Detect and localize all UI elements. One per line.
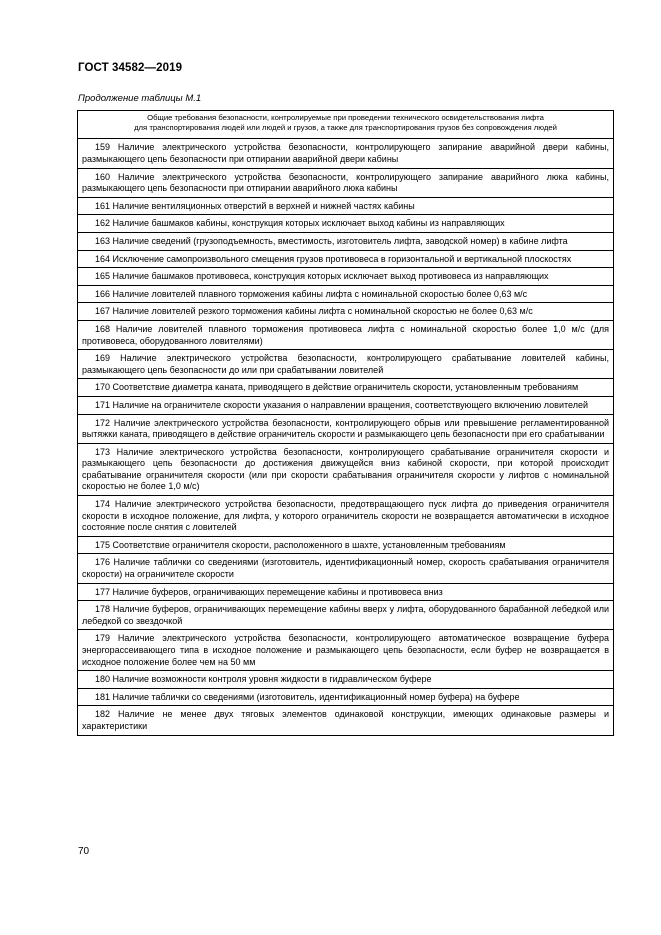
table-row (78, 496, 614, 537)
requirement-text: 174 Наличие электрического устройства безопасности, предотвращающего пуск лифта до приведения ограничителя скорости в исходное положение, для лифта, у которого ограничитель скорости не возвращается автоматически в исходное состояние после снятия с ловителей (82, 499, 609, 533)
requirement-text: 165 Наличие башмаков противовеса, конструкция которых исключает выход противовеса из направляющих (95, 271, 549, 282)
table-cell (78, 443, 614, 495)
table-row (78, 414, 614, 443)
table-header-line-2: для транспортирования людей или людей и грузов, а также для транспортирования грузов без сопровождения людей (134, 123, 557, 133)
table-row (78, 139, 614, 168)
table-row (78, 215, 614, 233)
page-number: 70 (78, 846, 90, 857)
table-row (78, 583, 614, 601)
table-cell (78, 232, 614, 250)
table-row (78, 630, 614, 671)
table-cell (78, 379, 614, 397)
table-cell (78, 215, 614, 233)
table-cell (78, 139, 614, 168)
requirement-text: 182 Наличие не менее двух тяговых элементов одинаковой конструкции, имеющих одинаковые размеры и характеристики (82, 709, 609, 731)
table-cell (78, 630, 614, 671)
table-header-row (78, 111, 614, 139)
requirement-text: 168 Наличие ловителей плавного торможения противовеса лифта с номинальной скоростью более 1,0 м/с (для противовеса, оборудованного ловителями) (82, 323, 609, 346)
table-row (78, 443, 614, 495)
requirement-text: 179 Наличие электрического устройства безопасности, контролирующего автоматическое возвращение буфера энергорассеивающего типа в исходное положение и размыкающего цепь безопасности, если буфер не возвращается в исходное положение более чем на 50 мм (82, 633, 609, 667)
requirement-text: 172 Наличие электрического устройства безопасности, контролирующего обрыв или превышение регламентированной вытяжки каната, приводящего в действие ограничитель скорости и размыкающего цепь безопасности при его срабатывании (82, 417, 609, 440)
requirements-table (77, 110, 614, 736)
table-row (78, 250, 614, 268)
table-cell (78, 496, 614, 537)
table-cell (78, 268, 614, 286)
requirement-text: 170 Соответствие диаметра каната, приводящего в действие ограничитель скорости, установленным требованиям (95, 382, 579, 393)
table-row (78, 197, 614, 215)
table-row (78, 168, 614, 197)
table-row (78, 671, 614, 689)
requirement-text: 162 Наличие башмаков кабины, конструкция которых исключает выход кабины из направляющих (95, 218, 505, 229)
table-caption: Продолжение таблицы М.1 (78, 93, 202, 104)
table-row (78, 350, 614, 379)
requirement-text: 178 Наличие буферов, ограничивающих перемещение кабины вверх у лифта, оборудованного барабанной лебедкой или лебедкой со звездочкой (82, 604, 609, 626)
document-standard-title: ГОСТ 34582—2019 (78, 62, 183, 74)
requirement-text: 167 Наличие ловителей резкого торможения кабины лифта с номинальной скоростью не более 0,63 м/с (95, 306, 533, 317)
table-row (78, 554, 614, 583)
table-row (78, 303, 614, 321)
requirement-text: 163 Наличие сведений (грузоподъемность, вместимость, изготовитель лифта, заводской номер) в кабине лифта (95, 235, 568, 246)
table-cell (78, 583, 614, 601)
table-cell (78, 197, 614, 215)
table-cell (78, 554, 614, 583)
requirement-text: 177 Наличие буферов, ограничивающих перемещение кабины и противовеса вниз (95, 586, 443, 597)
table-cell (78, 168, 614, 197)
table-cell (78, 601, 614, 630)
table-cell (78, 536, 614, 554)
table-cell (78, 285, 614, 303)
requirement-text: 175 Соответствие ограничителя скорости, расположенного в шахте, установленным требованиям (95, 539, 506, 550)
requirement-text: 180 Наличие возможности контроля уровня жидкости в гидравлическом буфере (95, 674, 432, 685)
table-row (78, 379, 614, 397)
table-header-line-1: Общие требования безопасности, контролируемые при проведении технического освидетельствования лифта (147, 113, 544, 122)
table-row (78, 706, 614, 735)
table-row (78, 232, 614, 250)
requirement-text: 160 Наличие электрического устройства безопасности, контролирующего запирание аварийного люка кабины, размыкающего цепь безопасности при отпирании аварийного люка кабины (82, 171, 609, 194)
table-cell (78, 320, 614, 349)
table-row (78, 396, 614, 414)
table-cell (78, 396, 614, 414)
requirement-text: 173 Наличие электрического устройства безопасности, контролирующего срабатывание ограничителя скорости и размыкающего цепь безопасности до достижения движущейся вниз кабиной скорости, при которой происходит срабатывание ограничителя скорости (или при скорости срабатывания ограничителя скорости у лифтов с номинальной скоростью не более 1,0 м/с) (82, 446, 609, 492)
requirement-text: 171 Наличие на ограничителе скорости указания о направлении вращения, соответствующего включению ловителей (95, 399, 588, 410)
table-cell (78, 350, 614, 379)
table-cell (78, 671, 614, 689)
requirement-text: 176 Наличие таблички со сведениями (изготовитель, идентификационный номер, скорость срабатывания ограничителя скорости) на ограничителе скорости (82, 557, 609, 580)
requirement-text: 159 Наличие электрического устройства безопасности, контролирующего запирание аварийной двери кабины, размыкающего цепь безопасности при отпирании аварийной двери кабины (82, 142, 609, 164)
requirement-text: 181 Наличие таблички со сведениями (изготовитель, идентификационный номер буфера) на буфере (95, 691, 520, 702)
table-row (78, 285, 614, 303)
requirement-text: 166 Наличие ловителей плавного торможения кабины лифта с номинальной скоростью более 0,63 м/с (95, 288, 528, 299)
table-row (78, 688, 614, 706)
table-cell (78, 688, 614, 706)
requirement-text: 164 Исключение самопроизвольного смещения грузов противовеса в горизонтальной и вертикальной плоскостях (95, 253, 572, 264)
requirement-text: 161 Наличие вентиляционных отверстий в верхней и нижней частях кабины (95, 200, 415, 211)
table-cell (78, 250, 614, 268)
table-cell (78, 706, 614, 735)
requirement-text: 169 Наличие электрического устройства безопасности, контролирующего срабатывание ловителей кабины, размыкающего цепь безопасности до или при срабатывании ловителей (82, 353, 609, 375)
table-header-cell (78, 111, 614, 139)
table-row (78, 320, 614, 349)
table-row (78, 268, 614, 286)
table-cell (78, 303, 614, 321)
table-row (78, 601, 614, 630)
table-cell (78, 414, 614, 443)
table-row (78, 536, 614, 554)
